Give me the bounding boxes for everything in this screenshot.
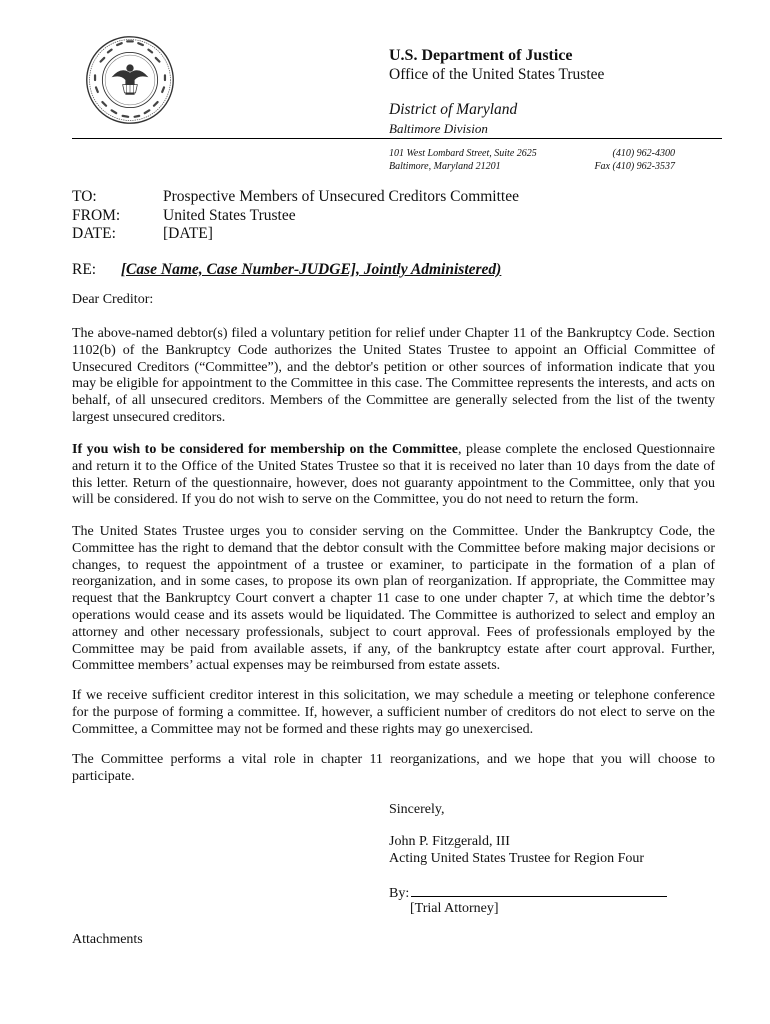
doj-seal-logo <box>84 34 176 126</box>
memo-to-row <box>72 188 519 207</box>
signer-title: Acting United States Trustee for Region Four <box>389 851 645 866</box>
greeting: Dear Creditor: <box>72 292 154 307</box>
paragraph-5: The Committee performs a vital role in chapter 11 reorganizations, and we hope that you will choose to participate. <box>72 752 715 784</box>
division-name: Baltimore Division <box>389 121 488 136</box>
signature-line-row <box>389 884 667 902</box>
memo-to-value: Prospective Members of Unsecured Creditors Committee <box>163 188 519 205</box>
paragraph-2 <box>72 442 715 509</box>
memo-re-subject: [Case Name, Case Number-JUDGE], Jointly Administered) <box>120 261 502 278</box>
closing: Sincerely, <box>389 802 445 817</box>
memo-from-row <box>72 207 519 226</box>
office-name: Office of the United States Trustee <box>389 66 605 83</box>
memo-from-value: United States Trustee <box>163 206 296 224</box>
signer-name: John P. Fitzgerald, III <box>389 834 510 849</box>
memo-re-row <box>72 261 501 279</box>
paragraph-1: The above-named debtor(s) filed a voluntary petition for relief under Chapter 11 of the Bankruptcy Code. Section 1102(b) of the Bankruptcy Code authorizes the United States Trustee to appoint an Official Committee of Unsecured Creditors (“Committee”), and the debtor's petition or other sources of information indicate that you may be eligible for appointment to the Committee in this case. The Committee represents the interests, and acts on behalf, of all unsecured creditors. Members of the Committee are generally selected from the list of the twenty largest unsecured creditors. <box>72 326 715 425</box>
memo-to-label: TO: <box>72 188 97 205</box>
paragraph-3: The United States Trustee urges you to consider serving on the Committee. Under the Bankruptcy Code, the Committee has the right to demand that the debtor consult with the Committee before making major decisions or changes, to request the appointment of a trustee or examiner, to participate in the formation of a plan of reorganization, and in some cases, to propose its own plan of reorganization. If appropriate, the Committee may request that the Bankruptcy Court convert a chapter 11 case to one under chapter 7, at which time the debtor’s operations would cease and its assets would be liquidated. The Committee is authorized to select and employ an attorney and other necessary professionals, subject to court approval. Fees of professionals employed by the Committee may be paid from available assets, if any, of the bankruptcy estate after court approval. Further, Committee members’ actual expenses may be reimbursed from estate assets. <box>72 524 715 674</box>
district-name: District of Maryland <box>389 101 518 118</box>
memo-date-value: [DATE] <box>163 225 213 242</box>
memo-date-label: DATE: <box>72 225 116 242</box>
memo-re-label: RE: <box>72 261 97 278</box>
memo-date-row <box>72 225 519 244</box>
fax-number: Fax (410) 962-3537 <box>594 161 675 172</box>
office-address <box>389 147 537 173</box>
agency-name: U.S. Department of Justice <box>389 47 573 64</box>
paragraph-4: If we receive sufficient creditor interest in this solicitation, we may schedule a meeting or telephone conference for the purpose of forming a committee. If, however, a sufficient number of creditors do not elect to serve on the Committee, a Committee may not be formed and these rights may go unexercised. <box>72 688 715 737</box>
phone-number: (410) 962-4300 <box>612 148 675 159</box>
trial-attorney: [Trial Attorney] <box>410 901 499 916</box>
office-contact <box>594 147 675 173</box>
paragraph-2-text: , please complete the enclosed Questionnaire and return it to the Office of the United States Trustee so that it is received no later than 10 days from the date of this letter. Return of the questionnaire, however, does not guaranty appointment to the Committee, only that you will be considered. If you do not wish to serve on the Committee, you do not need to return the form. <box>72 442 715 508</box>
address-line-2: Baltimore, Maryland 21201 <box>389 161 501 172</box>
attachments-note: Attachments <box>72 932 143 947</box>
signature-line <box>411 884 667 897</box>
memo-block <box>72 188 519 244</box>
by-label: By: <box>389 886 410 901</box>
paragraph-2-emphasis: If you wish to be considered for membership on the Committee <box>72 442 459 457</box>
address-line-1: 101 West Lombard Street, Suite 2625 <box>389 148 537 159</box>
memo-from-label: FROM: <box>72 206 121 224</box>
header-divider <box>72 138 722 139</box>
